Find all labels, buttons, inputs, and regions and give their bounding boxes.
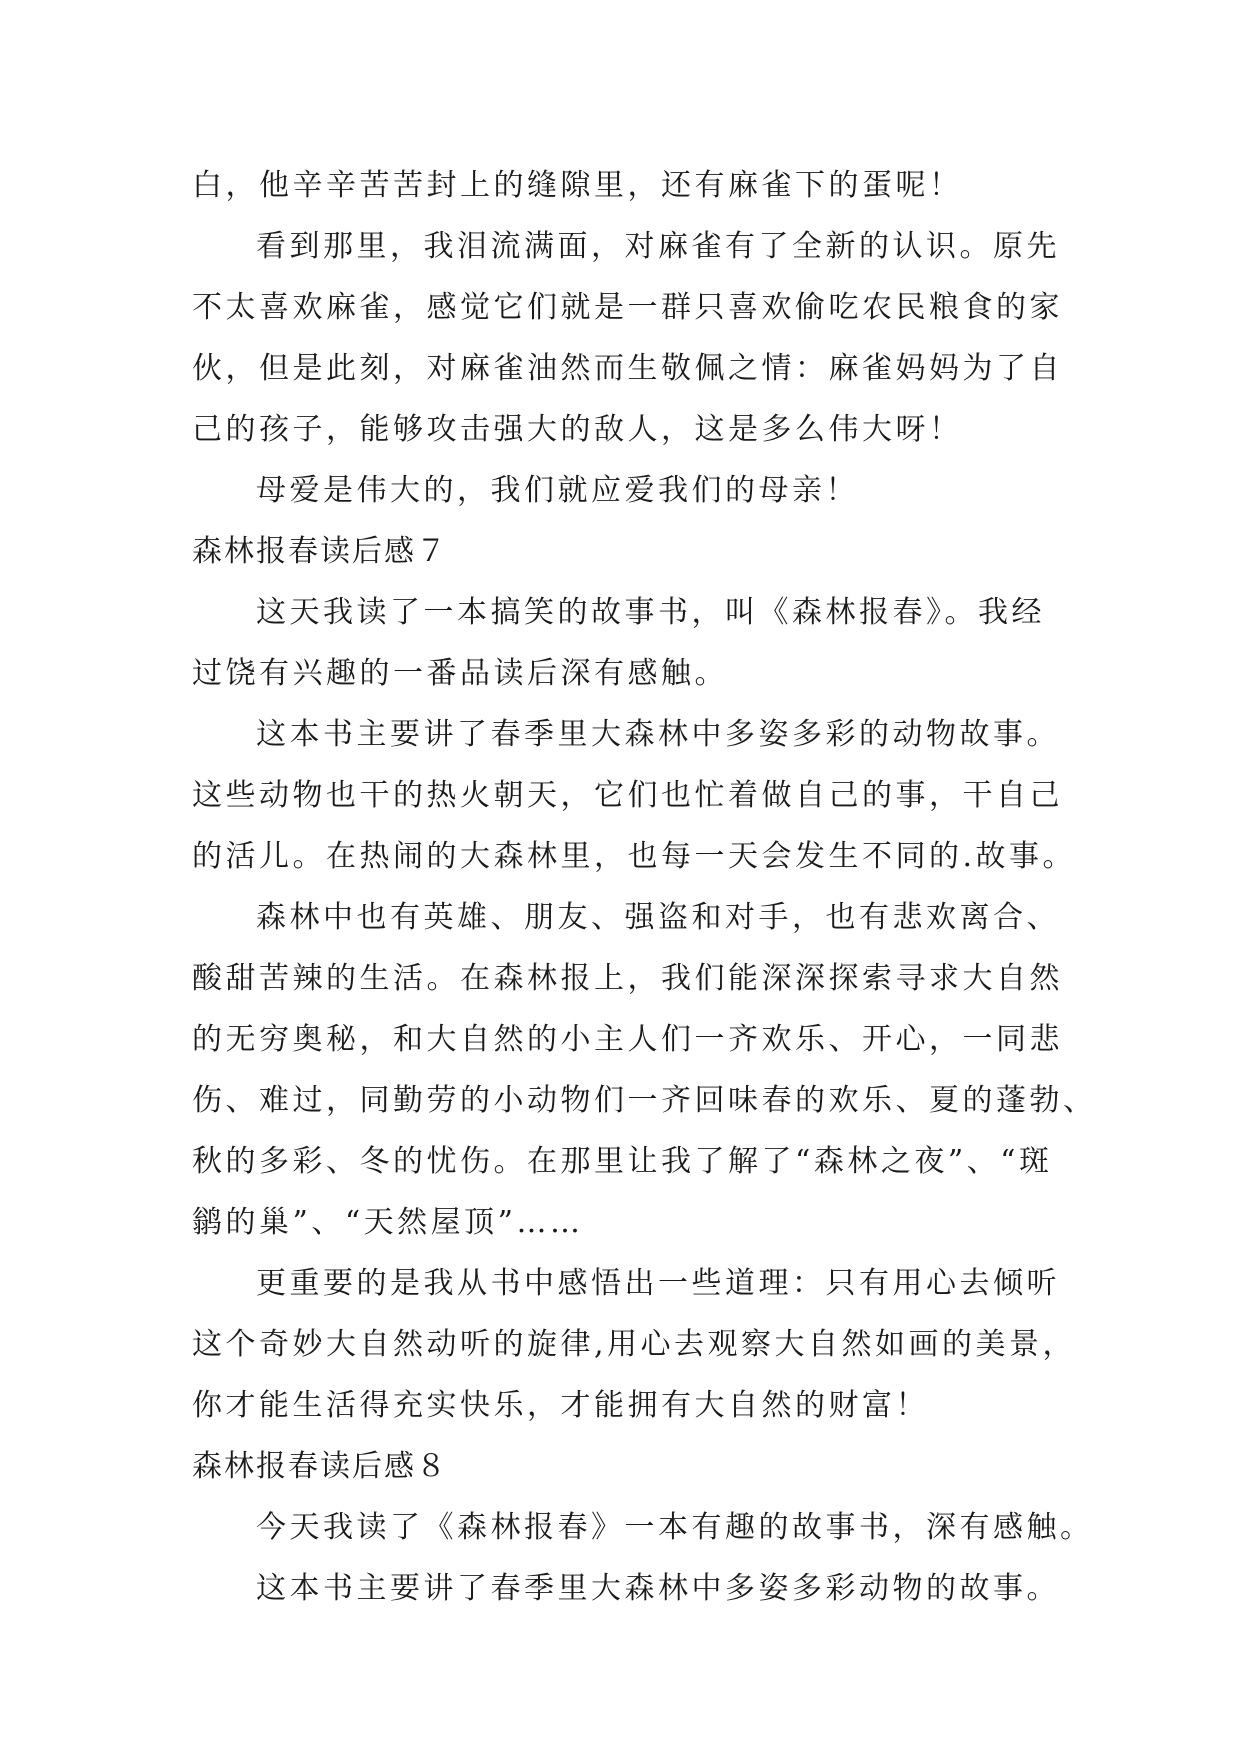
paragraph-first-line: 今天我读了《森林报春》一本有趣的故事书，深有感触。 [256, 1510, 1094, 1545]
text-line: 酸甜苦辣的生活。在森林报上，我们能深深探索寻求大自然 [192, 961, 1063, 996]
text-line: 己的孩子，能够攻击强大的敌人，这是多么伟大呀！ [192, 412, 963, 447]
paragraph-first-line: 这本书主要讲了春季里大森林中多姿多彩的动物故事。 [256, 717, 1060, 752]
text-line: 秋的多彩、冬的忧伤。在那里让我了解了“森林之夜”、“斑 [192, 1144, 1053, 1179]
text-line: 这个奇妙大自然动听的旋律,用心去观察大自然如画的美景， [192, 1327, 1077, 1362]
text-line: 你才能生活得充实快乐，才能拥有大自然的财富！ [192, 1388, 929, 1423]
text-line: 这些动物也干的热火朝天，它们也忙着做自己的事，干自己 [192, 778, 1063, 813]
paragraph-first-line: 看到那里，我泪流满面，对麻雀有了全新的认识。原先 [256, 229, 1060, 264]
text-line: 白，他辛辛苦苦封上的缝隙里，还有麻雀下的蛋呢！ [192, 168, 963, 203]
text-line: 鹟的巢”、“天然屋顶”…… [192, 1205, 584, 1240]
text-line: 的无穷奥秘，和大自然的小主人们一齐欢乐、开心，一同悲 [192, 1022, 1063, 1057]
paragraph-first-line: 森林中也有英雄、朋友、强盗和对手，也有悲欢离合、 [256, 900, 1060, 935]
text-line: 不太喜欢麻雀，感觉它们就是一群只喜欢偷吃农民粮食的家 [192, 290, 1063, 325]
text-line: 的活儿。在热闹的大森林里，也每一天会发生不同的.故事。 [192, 839, 1077, 874]
paragraph-first-line: 这本书主要讲了春季里大森林中多姿多彩动物的故事。 [256, 1571, 1060, 1606]
text-line: 伤、难过，同勤劳的小动物们一齐回味春的欢乐、夏的蓬勃、 [192, 1083, 1097, 1118]
section-heading: 森林报春读后感７ [192, 534, 448, 569]
paragraph-first-line: 母爱是伟大的，我们就应爱我们的母亲！ [256, 473, 859, 508]
text-line: 过饶有兴趣的一番品读后深有感触。 [192, 656, 728, 691]
text-line: 伙，但是此刻，对麻雀油然而生敬佩之情：麻雀妈妈为了自 [192, 351, 1063, 386]
paragraph-first-line: 更重要的是我从书中感悟出一些道理：只有用心去倾听 [256, 1266, 1060, 1301]
paragraph-first-line: 这天我读了一本搞笑的故事书，叫《森林报春》。我经 [256, 595, 1045, 630]
section-heading: 森林报春读后感８ [192, 1449, 448, 1484]
